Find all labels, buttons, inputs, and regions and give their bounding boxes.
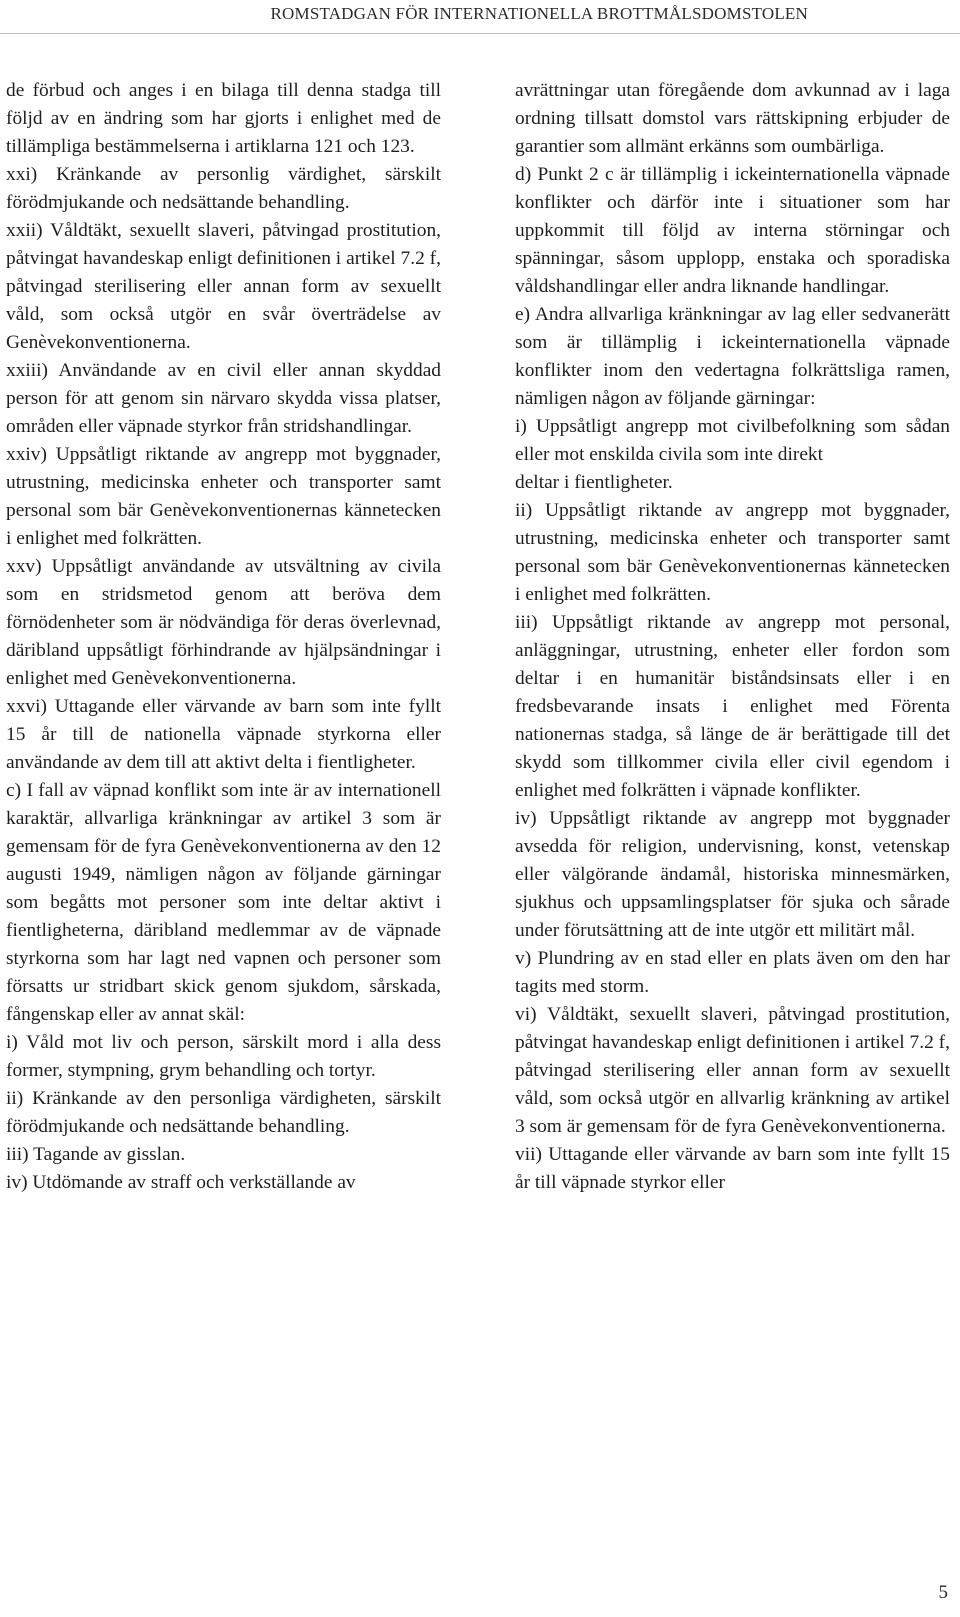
- left-text-column: [6, 77, 441, 1197]
- paragraph: xxii) Våldtäkt, sexuellt slaveri, påtvingad prostitution, påtvingat havandeskap enligt definitionen i artikel 7.2 f, påtvingad sterilisering eller annan form av sexuellt våld, som också utgör en svår överträdelse av Genèvekonventionerna.: [6, 220, 441, 353]
- paragraph: ii) Uppsåtligt riktande av angrepp mot byggnader, utrustning, medicinska enheter och transporter samt personal som bär Genèvekonventionernas kännetecken i enlighet med folkrätten.: [515, 500, 950, 605]
- running-header: [0, 4, 960, 24]
- page-number: 5: [938, 1582, 948, 1603]
- paragraph: xxvi) Uttagande eller värvande av barn som inte fyllt 15 år till de nationella väpnade styrkorna eller användande av dem till att aktivt delta i fientligheter.: [6, 696, 441, 773]
- paragraph: xxv) Uppsåtligt användande av utsvältning av civila som en stridsmetod genom att beröva dem förnödenheter som är nödvändiga för deras överlevnad, däribland uppsåtligt förhindrande av hjälpsändningar i enlighet med Genèvekonventionerna.: [6, 556, 441, 689]
- paragraph: xxiv) Uppsåtligt riktande av angrepp mot byggnader, utrustning, medicinska enheter och transporter samt personal som bär Genèvekonventionernas kännetecken i enlighet med folkrätten.: [6, 444, 441, 549]
- paragraph: c) I fall av väpnad konflikt som inte är av internationell karaktär, allvarliga kränkningar av artikel 3 som är gemensam för de fyra Genèvekonventionerna av den 12 augusti 1949, nämligen någon av följande gärningar som begåtts mot personer som inte deltar aktivt i fientligheterna, däribland medlemmar av de väpnade styrkorna som har lagt ned vapnen och personer som försatts ur stridbart skick genom sjukdom, sårskada, fångenskap eller av annat skäl:: [6, 780, 441, 1025]
- paragraph: iii) Uppsåtligt riktande av angrepp mot personal, anläggningar, utrustning, enheter eller fordon som deltar i en humanitär biståndsinsats eller i en fredsbevarande insats i enlighet med Förenta nationernas stadga, så länge de är berättigade till det skydd som tillkommer civila eller civil egendom i enlighet med folkrätten i väpnade konflikter.: [515, 612, 950, 801]
- paragraph: xxiii) Användande av en civil eller annan skyddad person för att genom sin närvaro skydda vissa platser, områden eller väpnade styrkor från stridshandlingar.: [6, 360, 441, 437]
- right-text-column: [515, 77, 950, 1197]
- paragraph: xxi) Kränkande av personlig värdighet, särskilt förödmjukande och nedsättande behandling.: [6, 164, 441, 213]
- paragraph: deltar i fientligheter.: [515, 472, 673, 493]
- header-divider: [0, 33, 960, 34]
- paragraph: de förbud och anges i en bilaga till denna stadga till följd av en ändring som har gjorts i enlighet med de tillämpliga bestämmelserna i artiklarna 121 och 123.: [6, 80, 441, 157]
- paragraph: iii) Tagande av gisslan.: [6, 1144, 186, 1165]
- paragraph: iv) Utdömande av straff och verkställande av: [6, 1172, 356, 1193]
- paragraph: avrättningar utan föregående dom avkunnad av i laga ordning tillsatt domstol vars rättskipning erbjuder de garantier som allmänt erkänns som oumbärliga.: [515, 80, 950, 157]
- paragraph: i) Våld mot liv och person, särskilt mord i alla dess former, stympning, grym behandling och tortyr.: [6, 1032, 441, 1081]
- paragraph: i) Uppsåtligt angrepp mot civilbefolkning som sådan eller mot enskilda civila som inte direkt: [515, 416, 950, 465]
- paragraph: e) Andra allvarliga kränkningar av lag eller sedvanerätt som är tillämplig i ickeinternationella väpnade konflikter inom den vedertagna folkrättsliga ramen, nämligen någon av följande gärningar:: [515, 304, 950, 409]
- paragraph: d) Punkt 2 c är tillämplig i ickeinternationella väpnade konflikter och därför inte i situationer som har uppkommit till följd av interna störningar och spänningar, såsom upplopp, enstaka och sporadiska våldshandlingar eller andra liknande handlingar.: [515, 164, 950, 297]
- paragraph: v) Plundring av en stad eller en plats även om den har tagits med storm.: [515, 948, 950, 997]
- running-title: ROMSTADGAN FÖR INTERNATIONELLA BROTTMÅLSDOMSTOLEN: [270, 4, 808, 23]
- paragraph: iv) Uppsåtligt riktande av angrepp mot byggnader avsedda för religion, undervisning, konst, vetenskap eller välgörande ändamål, historiska minnesmärken, sjukhus och uppsamlingsplatser för sjuka och sårade under förutsättning att de inte utgör ett militärt mål.: [515, 808, 950, 941]
- paragraph: vii) Uttagande eller värvande av barn som inte fyllt 15 år till väpnade styrkor eller: [515, 1144, 950, 1193]
- paragraph: vi) Våldtäkt, sexuellt slaveri, påtvingad prostitution, påtvingat havandeskap enligt definitionen i artikel 7.2 f, påtvingad sterilisering eller annan form av sexuellt våld, som också utgör en allvarlig kränkning av artikel 3 som är gemensam för de fyra Genèvekonventionerna.: [515, 1004, 950, 1137]
- paragraph: ii) Kränkande av den personliga värdigheten, särskilt förödmjukande och nedsättande behandling.: [6, 1088, 441, 1137]
